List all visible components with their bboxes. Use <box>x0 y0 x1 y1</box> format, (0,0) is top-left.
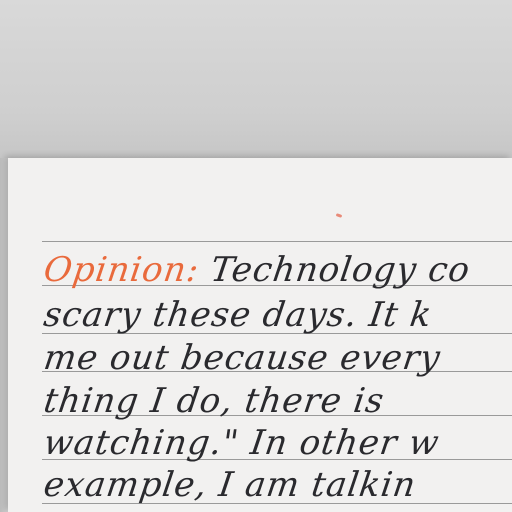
handwriting-line-1 <box>41 250 473 290</box>
handwriting-line-6: example, I am talkin <box>41 465 419 505</box>
ruled-line <box>42 241 512 242</box>
handwriting-text: Technology co <box>208 250 473 290</box>
desk-background <box>0 0 512 160</box>
handwriting-line-3: me out because every <box>41 338 444 378</box>
opinion-label: Opinion: <box>41 250 202 290</box>
handwriting-line-2: scary these days. It k <box>41 295 435 335</box>
handwriting-line-5: watching." In other w <box>41 423 443 463</box>
handwriting-line-4: thing I do, there is <box>41 381 387 421</box>
